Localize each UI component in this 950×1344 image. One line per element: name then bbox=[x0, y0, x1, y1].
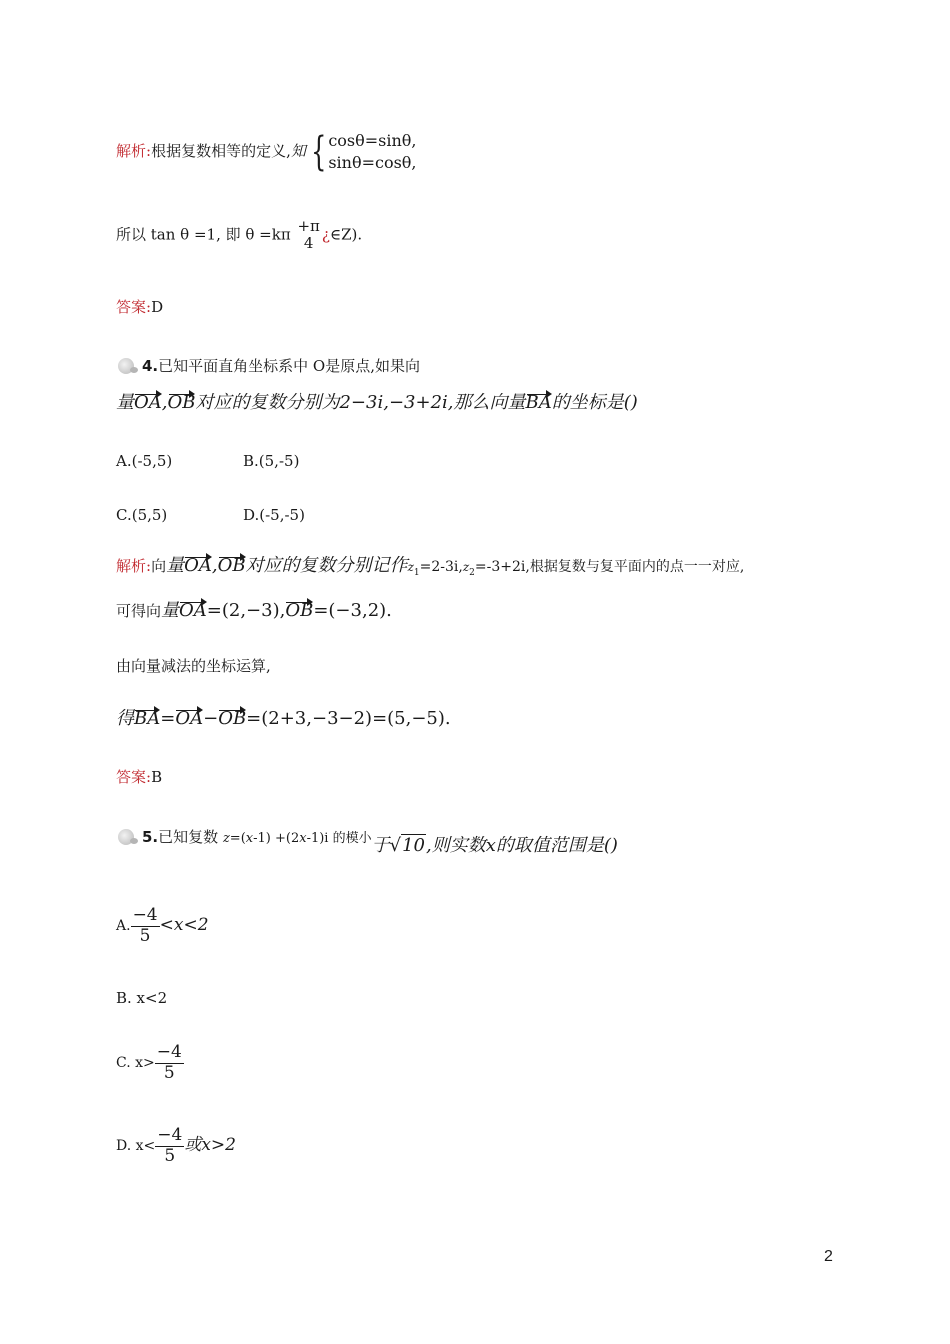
solution-label: 解析: bbox=[116, 557, 152, 575]
stem2-a: 量 bbox=[116, 392, 134, 413]
minus: − bbox=[203, 708, 219, 729]
z2: z bbox=[462, 560, 470, 574]
option-a: A.(-5,5) bbox=[116, 452, 173, 470]
neg-four-fifths bbox=[131, 906, 160, 946]
stem-d: -1)i 的模小 bbox=[306, 831, 372, 846]
special-char: ¿ bbox=[321, 225, 330, 244]
z2-sub: 2 bbox=[469, 568, 475, 578]
sol1-a: 向 bbox=[151, 557, 167, 575]
neg-four-fifths bbox=[155, 1126, 184, 1166]
frac-denominator: 4 bbox=[303, 234, 314, 253]
sqrt-10: √10 bbox=[389, 835, 425, 856]
option-b: B.(5,-5) bbox=[243, 452, 300, 470]
sol4-a: 得 bbox=[116, 708, 134, 729]
z1-sub: 1 bbox=[413, 568, 420, 578]
q4-solution-line-1 bbox=[116, 555, 744, 579]
q4-solution-line-4 bbox=[116, 708, 451, 730]
answer-label: 答案: bbox=[116, 298, 152, 316]
sol1-b: 量 bbox=[166, 555, 185, 576]
frac-numerator: +π bbox=[297, 217, 320, 235]
stem-x2: x bbox=[299, 831, 307, 846]
vector-ba: BA bbox=[525, 392, 552, 413]
vector-oa: OA bbox=[134, 392, 162, 413]
bullet-icon bbox=[116, 358, 140, 374]
answer-label: 答案: bbox=[116, 768, 152, 786]
den: 5 bbox=[163, 1062, 175, 1083]
question-5-number: 5. bbox=[142, 828, 159, 846]
question-4-number: 4. bbox=[142, 357, 159, 375]
sol1-d: =2-3i, bbox=[419, 559, 463, 575]
stem2-c: 的坐标是() bbox=[551, 392, 638, 413]
stem-b: =( bbox=[229, 831, 246, 846]
answer-value: D bbox=[151, 298, 164, 316]
vector-oa: OA bbox=[179, 600, 207, 621]
q5-option-a bbox=[116, 906, 209, 946]
vector-ba: BA bbox=[134, 708, 161, 729]
q4-solution-line-2 bbox=[116, 600, 392, 622]
tan-suffix: ∈Z). bbox=[329, 225, 363, 244]
question-4-stem-1 bbox=[116, 357, 420, 375]
sol2-a: 可得向 bbox=[116, 602, 162, 620]
sol2-b: 量 bbox=[161, 600, 180, 621]
tan-text: 所以 tan θ =1, 即 θ =kπ bbox=[116, 225, 291, 244]
num: −4 bbox=[156, 1042, 182, 1062]
question-5-stem bbox=[116, 826, 618, 856]
equals: = bbox=[160, 708, 176, 729]
stem-e: 于 bbox=[371, 835, 390, 856]
question-4-stem-2 bbox=[116, 392, 638, 414]
vector-ob: OB bbox=[218, 708, 247, 729]
analysis-line-1 bbox=[116, 130, 417, 174]
bullet-icon bbox=[116, 829, 140, 845]
question-4-text-1: 已知平面直角坐标系中 O是原点,如果向 bbox=[158, 357, 420, 375]
vector-ob: OB bbox=[285, 600, 314, 621]
option-c: C.(5,5) bbox=[116, 506, 168, 524]
q5-option-d bbox=[116, 1126, 236, 1166]
analysis-label: 解析: bbox=[116, 142, 152, 160]
sol2-d: =(−3,2). bbox=[313, 600, 392, 621]
den: 5 bbox=[139, 925, 151, 946]
stem-c: -1) +(2 bbox=[253, 831, 300, 846]
q5-option-c bbox=[116, 1043, 184, 1083]
sol2-c: =(2,−3), bbox=[206, 600, 286, 621]
option-d: D.(-5,-5) bbox=[243, 506, 305, 524]
z1: z bbox=[407, 560, 414, 574]
opt-a-rest: <x<2 bbox=[159, 915, 209, 936]
equation-1: cosθ=sinθ, bbox=[328, 131, 417, 150]
stem-a: 已知复数 bbox=[158, 828, 219, 846]
den: 5 bbox=[164, 1145, 176, 1166]
vector-ob: OB bbox=[167, 392, 196, 413]
analysis-line-2 bbox=[116, 218, 362, 253]
comma: , bbox=[211, 555, 218, 576]
stem2-b: 对应的复数分别为2−3i,−3+2i,那么向量 bbox=[195, 392, 526, 413]
pi-over-4-fraction bbox=[295, 218, 321, 253]
answer-line-2 bbox=[116, 768, 162, 786]
comma: , bbox=[161, 392, 168, 413]
analysis-text: 根据复数相等的定义, bbox=[151, 142, 291, 160]
vector-ob: OB bbox=[217, 555, 246, 576]
zhi-text: 知 bbox=[290, 142, 306, 160]
sol4-b: =(2+3,−3−2)=(5,−5). bbox=[246, 708, 451, 729]
equation-2: sinθ=cosθ, bbox=[328, 153, 417, 172]
vector-oa: OA bbox=[184, 555, 212, 576]
stem-z: z bbox=[222, 831, 230, 846]
q4-solution-line-3: 由向量减法的坐标运算, bbox=[116, 657, 271, 675]
answer-value: B bbox=[151, 768, 163, 786]
opt-d-rest: 或x>2 bbox=[184, 1135, 236, 1156]
opt-d-label: D. x< bbox=[116, 1138, 156, 1155]
left-brace: { bbox=[310, 129, 327, 175]
opt-a-label: A. bbox=[116, 918, 131, 935]
num: −4 bbox=[132, 905, 158, 925]
radicand: 10 bbox=[402, 835, 425, 856]
opt-c-label: C. x> bbox=[116, 1055, 155, 1072]
num: −4 bbox=[157, 1125, 183, 1145]
page-number: 2 bbox=[824, 1248, 833, 1265]
equation-system bbox=[328, 130, 416, 174]
stem-f: ,则实数x的取值范围是() bbox=[425, 835, 618, 856]
stem-x1: x bbox=[245, 831, 254, 846]
vector-oa: OA bbox=[175, 708, 204, 729]
answer-line-1 bbox=[116, 298, 163, 316]
q5-option-b: B. x<2 bbox=[116, 989, 168, 1007]
neg-four-fifths bbox=[155, 1043, 184, 1083]
sol1-e: =-3+2i,根据复数与复平面内的点一一对应, bbox=[474, 559, 745, 575]
sol1-c: 对应的复数分别记作 bbox=[245, 555, 408, 576]
